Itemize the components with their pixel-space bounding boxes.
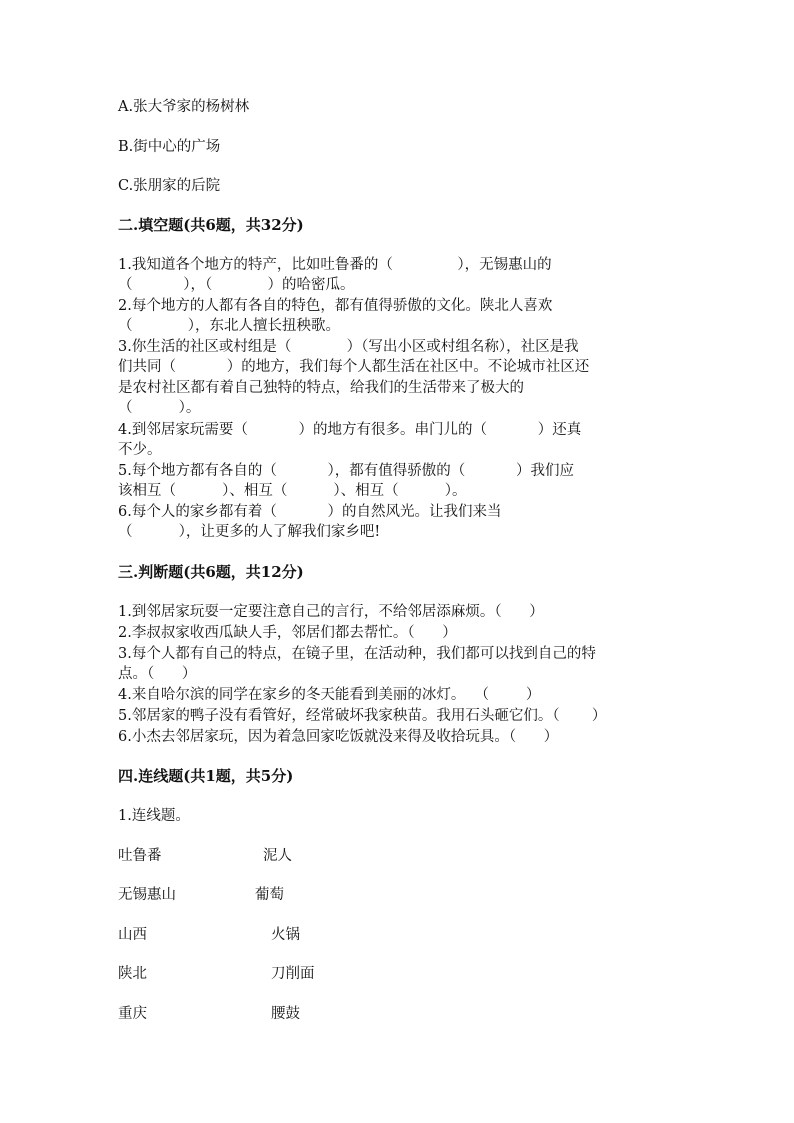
fill-line: （ ），（ ）的哈密瓜。 <box>118 277 355 293</box>
choice-b: B.街中心的广场 <box>118 139 221 155</box>
fill-line: 1.我知道各个地方的特产，比如吐鲁番的（ ），无锡惠山的 <box>118 257 552 273</box>
match-right-item: 葡萄 <box>255 887 284 903</box>
match-right-item: 刀削面 <box>271 966 315 982</box>
match-right-item: 腰鼓 <box>271 1006 300 1022</box>
section-judge-title: 三.判断题(共6题，共12分) <box>118 563 304 581</box>
match-left-item: 山西 <box>118 927 147 943</box>
fill-line: 3.你生活的社区或村组是（ ）（写出小区或村组名称），社区是我 <box>118 339 579 355</box>
judge-line: 2.李叔叔家收西瓜缺人手，邻居们都去帮忙。（ ） <box>118 625 457 641</box>
judge-line: 3.每个人都有自己的特点，在镜子里，在活动种，我们都可以找到自己的特 <box>118 646 596 662</box>
fill-line: （ ），让更多的人了解我们家乡吧! <box>118 524 381 540</box>
judge-line: 1.到邻居家玩耍一定要注意自己的言行，不给邻居添麻烦。（ ） <box>118 604 544 620</box>
match-right-item: 泥人 <box>263 848 292 864</box>
match-right-item: 火锅 <box>271 927 300 943</box>
fill-line: 2.每个地方的人都有各自的特色，都有值得骄傲的文化。陕北人喜欢 <box>118 298 553 314</box>
fill-line: 不少。 <box>118 442 162 458</box>
section-fill-blank-title: 二.填空题(共6题，共32分) <box>118 216 304 234</box>
fill-line: （ ），东北人擅长扭秧歌。 <box>118 318 341 334</box>
matching-question: 1.连线题。 <box>118 808 190 824</box>
fill-line: 5.每个地方都有各自的（ ），都有值得骄傲的（ ）我们应 <box>118 463 574 479</box>
match-left-item: 陕北 <box>118 966 147 982</box>
match-left-item: 吐鲁番 <box>118 848 162 864</box>
fill-line: （ ）。 <box>118 400 201 416</box>
fill-line: 们共同（ ）的地方，我们每个人都生活在社区中。不论城市社区还 <box>118 359 590 375</box>
choice-c: C.张朋家的后院 <box>118 178 221 194</box>
choice-a: A.张大爷家的杨树林 <box>118 99 250 115</box>
fill-line: 6.每个人的家乡都有着（ ）的自然风光。让我们来当 <box>118 504 502 520</box>
fill-line: 该相互（ ）、相互（ ）、相互（ ）。 <box>118 483 467 499</box>
judge-line: 4.来自哈尔滨的同学在家乡的冬天能看到美丽的冰灯。 （ ） <box>118 687 541 703</box>
section-matching-title: 四.连线题(共1题，共5分) <box>118 767 294 785</box>
judge-line: 6.小杰去邻居家玩，因为着急回家吃饭就没来得及收拾玩具。（ ） <box>118 729 559 745</box>
match-left-item: 重庆 <box>118 1006 147 1022</box>
judge-line: 点。（ ） <box>118 666 197 682</box>
match-left-item: 无锡惠山 <box>118 887 176 903</box>
fill-line: 4.到邻居家玩需要（ ）的地方有很多。串门儿的（ ）还真 <box>118 422 582 438</box>
fill-line: 是农村社区都有着自己独特的特点，给我们的生活带来了极大的 <box>118 380 524 396</box>
judge-line: 5.邻居家的鸭子没有看管好，经常破坏我家秧苗。我用石头砸它们。（ ） <box>118 708 607 724</box>
